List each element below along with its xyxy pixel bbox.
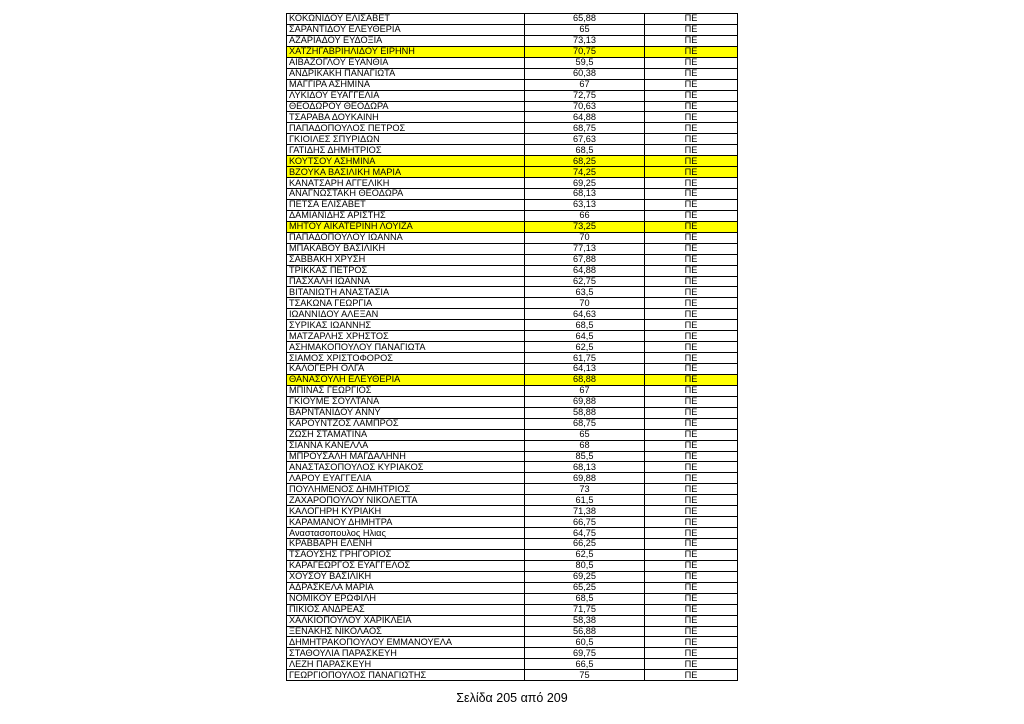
score-cell: 74,25 xyxy=(525,167,645,178)
name-cell: ΚΑΝΑΤΣΑΡΗ ΑΓΓΕΛΙΚΗ xyxy=(287,178,525,189)
name-cell: Αναστασοπουλος Ηλιας xyxy=(287,528,525,539)
results-table xyxy=(286,13,738,681)
name-cell: ΧΟΥΣΟΥ ΒΑΣΙΛΙΚΗ xyxy=(287,571,525,582)
table-row xyxy=(287,232,738,243)
score-cell: 73,13 xyxy=(525,35,645,46)
category-cell: ΠΕ xyxy=(645,112,738,123)
category-cell: ΠΕ xyxy=(645,571,738,582)
name-cell: ΑΣΗΜΑΚΟΠΟΥΛΟΥ ΠΑΝΑΓΙΩΤΑ xyxy=(287,342,525,353)
score-cell: 68,13 xyxy=(525,189,645,200)
table-row xyxy=(287,539,738,550)
score-cell: 66,75 xyxy=(525,517,645,528)
table-row xyxy=(287,90,738,101)
table-row xyxy=(287,418,738,429)
name-cell: ΜΠΙΝΑΣ ΓΕΩΡΓΙΟΣ xyxy=(287,385,525,396)
category-cell: ΠΕ xyxy=(645,539,738,550)
table-row xyxy=(287,134,738,145)
results-table-body xyxy=(287,14,738,681)
category-cell: ΠΕ xyxy=(645,528,738,539)
score-cell: 77,13 xyxy=(525,243,645,254)
name-cell: ΘΑΝΑΣΟΥΛΗ ΕΛΕΥΘΕΡΙΑ xyxy=(287,374,525,385)
category-cell: ΠΕ xyxy=(645,407,738,418)
name-cell: ΑΝΔΡΙΚΑΚΗ ΠΑΝΑΓΙΩΤΑ xyxy=(287,68,525,79)
table-row xyxy=(287,451,738,462)
table-row xyxy=(287,604,738,615)
table-row xyxy=(287,145,738,156)
name-cell: ΒΙΤΑΝΙΩΤΗ ΑΝΑΣΤΑΣΙΑ xyxy=(287,287,525,298)
category-cell: ΠΕ xyxy=(645,167,738,178)
score-cell: 75 xyxy=(525,670,645,681)
name-cell: ΤΣΑΚΩΝΑ ΓΕΩΡΓΙΑ xyxy=(287,298,525,309)
table-row xyxy=(287,473,738,484)
category-cell: ΠΕ xyxy=(645,604,738,615)
name-cell: ΒΖΟΥΚΑ ΒΑΣΙΛΙΚΗ ΜΑΡΙΑ xyxy=(287,167,525,178)
score-cell: 65,88 xyxy=(525,14,645,25)
name-cell: ΣΑΡΑΝΤΙΔΟΥ ΕΛΕΥΘΕΡΙΑ xyxy=(287,24,525,35)
table-row xyxy=(287,35,738,46)
score-cell: 62,5 xyxy=(525,549,645,560)
category-cell: ΠΕ xyxy=(645,254,738,265)
table-row xyxy=(287,298,738,309)
name-cell: ΖΩΣΗ ΣΤΑΜΑΤΙΝΑ xyxy=(287,429,525,440)
table-row xyxy=(287,637,738,648)
score-cell: 65 xyxy=(525,24,645,35)
table-row xyxy=(287,101,738,112)
name-cell: ΠΕΤΣΑ ΕΛΙΣΑΒΕΤ xyxy=(287,199,525,210)
table-row xyxy=(287,615,738,626)
score-cell: 68,13 xyxy=(525,462,645,473)
name-cell: ΚΑΡΑΜΑΝΟΥ ΔΗΜΗΤΡΑ xyxy=(287,517,525,528)
name-cell: ΠΑΠΑΔΟΠΟΥΛΟΥ ΙΩΑΝΝΑ xyxy=(287,232,525,243)
category-cell: ΠΕ xyxy=(645,462,738,473)
score-cell: 67 xyxy=(525,79,645,90)
name-cell: ΑΝΑΓΝΩΣΤΑΚΗ ΘΕΟΔΩΡΑ xyxy=(287,189,525,200)
score-cell: 68 xyxy=(525,440,645,451)
name-cell: ΣΤΑΘΟΥΛΙΑ ΠΑΡΑΣΚΕΥΗ xyxy=(287,648,525,659)
category-cell: ΠΕ xyxy=(645,648,738,659)
score-cell: 64,5 xyxy=(525,331,645,342)
category-cell: ΠΕ xyxy=(645,331,738,342)
name-cell: ΜΠΑΚΑΒΟΥ ΒΑΣΙΛΙΚΗ xyxy=(287,243,525,254)
category-cell: ΠΕ xyxy=(645,495,738,506)
table-row xyxy=(287,593,738,604)
name-cell: ΑΔΡΑΣΚΕΛΑ ΜΑΡΙΑ xyxy=(287,582,525,593)
name-cell: ΣΙΑΜΟΣ ΧΡΙΣΤΟΦΟΡΟΣ xyxy=(287,353,525,364)
name-cell: ΓΚΙΟΥΜΕ ΣΟΥΛΤΑΝΑ xyxy=(287,396,525,407)
category-cell: ΠΕ xyxy=(645,385,738,396)
table-row xyxy=(287,495,738,506)
score-cell: 70,75 xyxy=(525,46,645,57)
score-cell: 80,5 xyxy=(525,560,645,571)
category-cell: ΠΕ xyxy=(645,637,738,648)
score-cell: 69,75 xyxy=(525,648,645,659)
category-cell: ΠΕ xyxy=(645,221,738,232)
score-cell: 67,88 xyxy=(525,254,645,265)
score-cell: 71,75 xyxy=(525,604,645,615)
score-cell: 63,5 xyxy=(525,287,645,298)
score-cell: 68,25 xyxy=(525,156,645,167)
score-cell: 66,5 xyxy=(525,659,645,670)
category-cell: ΠΕ xyxy=(645,68,738,79)
table-row xyxy=(287,276,738,287)
score-cell: 65,25 xyxy=(525,582,645,593)
category-cell: ΠΕ xyxy=(645,243,738,254)
category-cell: ΠΕ xyxy=(645,276,738,287)
name-cell: ΠΑΠΑΔΟΠΟΥΛΟΣ ΠΕΤΡΟΣ xyxy=(287,123,525,134)
category-cell: ΠΕ xyxy=(645,309,738,320)
name-cell: ΚΑΡΟΥΝΤΖΟΣ ΛΑΜΠΡΟΣ xyxy=(287,418,525,429)
category-cell: ΠΕ xyxy=(645,549,738,560)
table-row xyxy=(287,156,738,167)
category-cell: ΠΕ xyxy=(645,517,738,528)
category-cell: ΠΕ xyxy=(645,79,738,90)
page-number-footer: Σελίδα 205 από 209 xyxy=(456,691,568,705)
score-cell: 68,5 xyxy=(525,593,645,604)
name-cell: ΝΟΜΙΚΟΥ ΕΡΩΦΙΛΗ xyxy=(287,593,525,604)
score-cell: 68,5 xyxy=(525,320,645,331)
name-cell: ΘΕΟΔΩΡΟΥ ΘΕΟΔΩΡΑ xyxy=(287,101,525,112)
category-cell: ΠΕ xyxy=(645,90,738,101)
score-cell: 69,25 xyxy=(525,571,645,582)
category-cell: ΠΕ xyxy=(645,582,738,593)
table-row xyxy=(287,506,738,517)
name-cell: ΤΡΙΚΚΑΣ ΠΕΤΡΟΣ xyxy=(287,265,525,276)
table-row xyxy=(287,178,738,189)
score-cell: 68,5 xyxy=(525,145,645,156)
name-cell: ΠΑΣΧΑΛΗ ΙΩΑΝΝΑ xyxy=(287,276,525,287)
category-cell: ΠΕ xyxy=(645,364,738,375)
table-row xyxy=(287,79,738,90)
name-cell: ΓΚΙΟΙΛΕΣ ΣΠΥΡΙΔΩΝ xyxy=(287,134,525,145)
name-cell: ΓΕΩΡΓΙΟΠΟΥΛΟΣ ΠΑΝΑΓΙΩΤΗΣ xyxy=(287,670,525,681)
score-cell: 72,75 xyxy=(525,90,645,101)
name-cell: ΤΣΑΟΥΣΗΣ ΓΡΗΓΟΡΙΟΣ xyxy=(287,549,525,560)
category-cell: ΠΕ xyxy=(645,506,738,517)
score-cell: 67,63 xyxy=(525,134,645,145)
name-cell: ΛΕΖΗ ΠΑΡΑΣΚΕΥΗ xyxy=(287,659,525,670)
category-cell: ΠΕ xyxy=(645,626,738,637)
category-cell: ΠΕ xyxy=(645,46,738,57)
name-cell: ΜΠΡΟΥΣΑΛΗ ΜΑΓΔΑΛΗΝΗ xyxy=(287,451,525,462)
name-cell: ΑΝΑΣΤΑΣΟΠΟΥΛΟΣ ΚΥΡΙΑΚΟΣ xyxy=(287,462,525,473)
table-row xyxy=(287,364,738,375)
name-cell: ΜΗΤΟΥ ΑΙΚΑΤΕΡΙΝΗ ΛΟΥΙΖΑ xyxy=(287,221,525,232)
table-row xyxy=(287,287,738,298)
category-cell: ΠΕ xyxy=(645,265,738,276)
table-row xyxy=(287,14,738,25)
score-cell: 61,75 xyxy=(525,353,645,364)
score-cell: 85,5 xyxy=(525,451,645,462)
score-cell: 66,25 xyxy=(525,539,645,550)
table-row xyxy=(287,407,738,418)
score-cell: 68,88 xyxy=(525,374,645,385)
table-row xyxy=(287,549,738,560)
category-cell: ΠΕ xyxy=(645,353,738,364)
table-row xyxy=(287,396,738,407)
category-cell: ΠΕ xyxy=(645,374,738,385)
category-cell: ΠΕ xyxy=(645,484,738,495)
name-cell: ΚΡΑΒΒΑΡΗ ΕΛΕΝΗ xyxy=(287,539,525,550)
score-cell: 56,88 xyxy=(525,626,645,637)
name-cell: ΚΟΚΩΝΙΔΟΥ ΕΛΙΣΑΒΕΤ xyxy=(287,14,525,25)
score-cell: 68,75 xyxy=(525,418,645,429)
table-row xyxy=(287,309,738,320)
table-row xyxy=(287,46,738,57)
table-row xyxy=(287,385,738,396)
category-cell: ΠΕ xyxy=(645,396,738,407)
table-row xyxy=(287,123,738,134)
score-cell: 67 xyxy=(525,385,645,396)
category-cell: ΠΕ xyxy=(645,451,738,462)
score-cell: 73,25 xyxy=(525,221,645,232)
category-cell: ΠΕ xyxy=(645,210,738,221)
table-row xyxy=(287,167,738,178)
category-cell: ΠΕ xyxy=(645,156,738,167)
score-cell: 62,75 xyxy=(525,276,645,287)
table-row xyxy=(287,331,738,342)
table-row xyxy=(287,353,738,364)
category-cell: ΠΕ xyxy=(645,440,738,451)
name-cell: ΣΑΒΒΑΚΗ ΧΡΥΣΗ xyxy=(287,254,525,265)
name-cell: ΚΟΥΤΣΟΥ ΑΣΗΜΙΝΑ xyxy=(287,156,525,167)
name-cell: ΜΑΤΖΑΡΛΗΣ ΧΡΗΣΤΟΣ xyxy=(287,331,525,342)
name-cell: ΒΑΡΝΤΑΝΙΔΟΥ ΑΝΝΥ xyxy=(287,407,525,418)
score-cell: 66 xyxy=(525,210,645,221)
table-row xyxy=(287,189,738,200)
score-cell: 69,88 xyxy=(525,396,645,407)
name-cell: ΔΑΜΙΑΝΙΔΗΣ ΑΡΙΣΤΗΣ xyxy=(287,210,525,221)
name-cell: ΙΩΑΝΝΙΔΟΥ ΑΛΕΞΑΝ xyxy=(287,309,525,320)
table-row xyxy=(287,254,738,265)
table-row xyxy=(287,57,738,68)
score-cell: 68,75 xyxy=(525,123,645,134)
category-cell: ΠΕ xyxy=(645,342,738,353)
name-cell: ΣΥΡΙΚΑΣ ΙΩΑΝΝΗΣ xyxy=(287,320,525,331)
name-cell: ΓΑΤΙΔΗΣ ΔΗΜΗΤΡΙΟΣ xyxy=(287,145,525,156)
name-cell: ΧΑΛΚΙΟΠΟΥΛΟΥ ΧΑΡΙΚΛΕΙΑ xyxy=(287,615,525,626)
category-cell: ΠΕ xyxy=(645,24,738,35)
category-cell: ΠΕ xyxy=(645,473,738,484)
score-cell: 70 xyxy=(525,232,645,243)
table-row xyxy=(287,199,738,210)
name-cell: ΚΑΛΟΓΕΡΗ ΟΛΓΑ xyxy=(287,364,525,375)
score-cell: 60,38 xyxy=(525,68,645,79)
category-cell: ΠΕ xyxy=(645,57,738,68)
table-row xyxy=(287,560,738,571)
category-cell: ΠΕ xyxy=(645,199,738,210)
name-cell: ΚΑΛΟΓΗΡΗ ΚΥΡΙΑΚΗ xyxy=(287,506,525,517)
category-cell: ΠΕ xyxy=(645,101,738,112)
table-row xyxy=(287,528,738,539)
table-row xyxy=(287,648,738,659)
score-cell: 69,88 xyxy=(525,473,645,484)
score-cell: 71,38 xyxy=(525,506,645,517)
category-cell: ΠΕ xyxy=(645,593,738,604)
category-cell: ΠΕ xyxy=(645,670,738,681)
score-cell: 63,13 xyxy=(525,199,645,210)
table-row xyxy=(287,112,738,123)
table-row xyxy=(287,659,738,670)
name-cell: ΔΗΜΗΤΡΑΚΟΠΟΥΛΟΥ ΕΜΜΑΝΟΥΕΛΑ xyxy=(287,637,525,648)
score-cell: 64,88 xyxy=(525,112,645,123)
name-cell: ΞΕΝΑΚΗΣ ΝΙΚΟΛΑΟΣ xyxy=(287,626,525,637)
table-row xyxy=(287,571,738,582)
name-cell: ΑΖΑΡΙΑΔΟΥ ΕΥΔΟΞΙΑ xyxy=(287,35,525,46)
score-cell: 61,5 xyxy=(525,495,645,506)
category-cell: ΠΕ xyxy=(645,134,738,145)
table-row xyxy=(287,484,738,495)
name-cell: ΠΟΥΛΗΜΕΝΟΣ ΔΗΜΗΤΡΙΟΣ xyxy=(287,484,525,495)
score-cell: 70,63 xyxy=(525,101,645,112)
category-cell: ΠΕ xyxy=(645,145,738,156)
score-cell: 70 xyxy=(525,298,645,309)
table-row xyxy=(287,24,738,35)
name-cell: ΧΑΤΖΗΓΑΒΡΙΗΛΙΔΟΥ ΕΙΡΗΝΗ xyxy=(287,46,525,57)
category-cell: ΠΕ xyxy=(645,659,738,670)
name-cell: ΚΑΡΑΓΕΩΡΓΟΣ ΕΥΑΓΓΕΛΟΣ xyxy=(287,560,525,571)
table-row xyxy=(287,210,738,221)
score-cell: 62,5 xyxy=(525,342,645,353)
category-cell: ΠΕ xyxy=(645,35,738,46)
name-cell: ΛΥΚΙΔΟΥ ΕΥΑΓΓΕΛΙΑ xyxy=(287,90,525,101)
table-row xyxy=(287,582,738,593)
score-cell: 73 xyxy=(525,484,645,495)
category-cell: ΠΕ xyxy=(645,615,738,626)
table-row xyxy=(287,265,738,276)
name-cell: ΛΑΡΟΥ ΕΥΑΓΓΕΛΙΑ xyxy=(287,473,525,484)
score-cell: 64,13 xyxy=(525,364,645,375)
category-cell: ΠΕ xyxy=(645,189,738,200)
name-cell: ΤΣΑΡΑΒΑ ΔΟΥΚΑΙΝΗ xyxy=(287,112,525,123)
score-cell: 59,5 xyxy=(525,57,645,68)
table-row xyxy=(287,626,738,637)
table-row xyxy=(287,221,738,232)
table-row xyxy=(287,462,738,473)
table-row xyxy=(287,342,738,353)
table-row xyxy=(287,440,738,451)
score-cell: 58,88 xyxy=(525,407,645,418)
score-cell: 64,75 xyxy=(525,528,645,539)
score-cell: 65 xyxy=(525,429,645,440)
table-row xyxy=(287,429,738,440)
score-cell: 58,38 xyxy=(525,615,645,626)
category-cell: ΠΕ xyxy=(645,560,738,571)
table-row xyxy=(287,374,738,385)
score-cell: 69,25 xyxy=(525,178,645,189)
category-cell: ΠΕ xyxy=(645,418,738,429)
table-row xyxy=(287,68,738,79)
category-cell: ΠΕ xyxy=(645,320,738,331)
category-cell: ΠΕ xyxy=(645,429,738,440)
table-row xyxy=(287,243,738,254)
category-cell: ΠΕ xyxy=(645,14,738,25)
category-cell: ΠΕ xyxy=(645,178,738,189)
score-cell: 64,63 xyxy=(525,309,645,320)
name-cell: ΠΙΚΙΟΣ ΑΝΔΡΕΑΣ xyxy=(287,604,525,615)
category-cell: ΠΕ xyxy=(645,123,738,134)
score-cell: 64,88 xyxy=(525,265,645,276)
table-row xyxy=(287,320,738,331)
category-cell: ΠΕ xyxy=(645,298,738,309)
name-cell: ΣΙΑΝΝΑ ΚΑΝΕΛΛΑ xyxy=(287,440,525,451)
table-row xyxy=(287,517,738,528)
name-cell: ΑΙΒΑΖΟΓΛΟΥ ΕΥΑΝΘΙΑ xyxy=(287,57,525,68)
name-cell: ΜΑΓΓΙΡΑ ΑΣΗΜΙΝΑ xyxy=(287,79,525,90)
name-cell: ΖΑΧΑΡΟΠΟΥΛΟΥ ΝΙΚΟΛΕΤΤΑ xyxy=(287,495,525,506)
category-cell: ΠΕ xyxy=(645,287,738,298)
category-cell: ΠΕ xyxy=(645,232,738,243)
score-cell: 60,5 xyxy=(525,637,645,648)
table-row xyxy=(287,670,738,681)
